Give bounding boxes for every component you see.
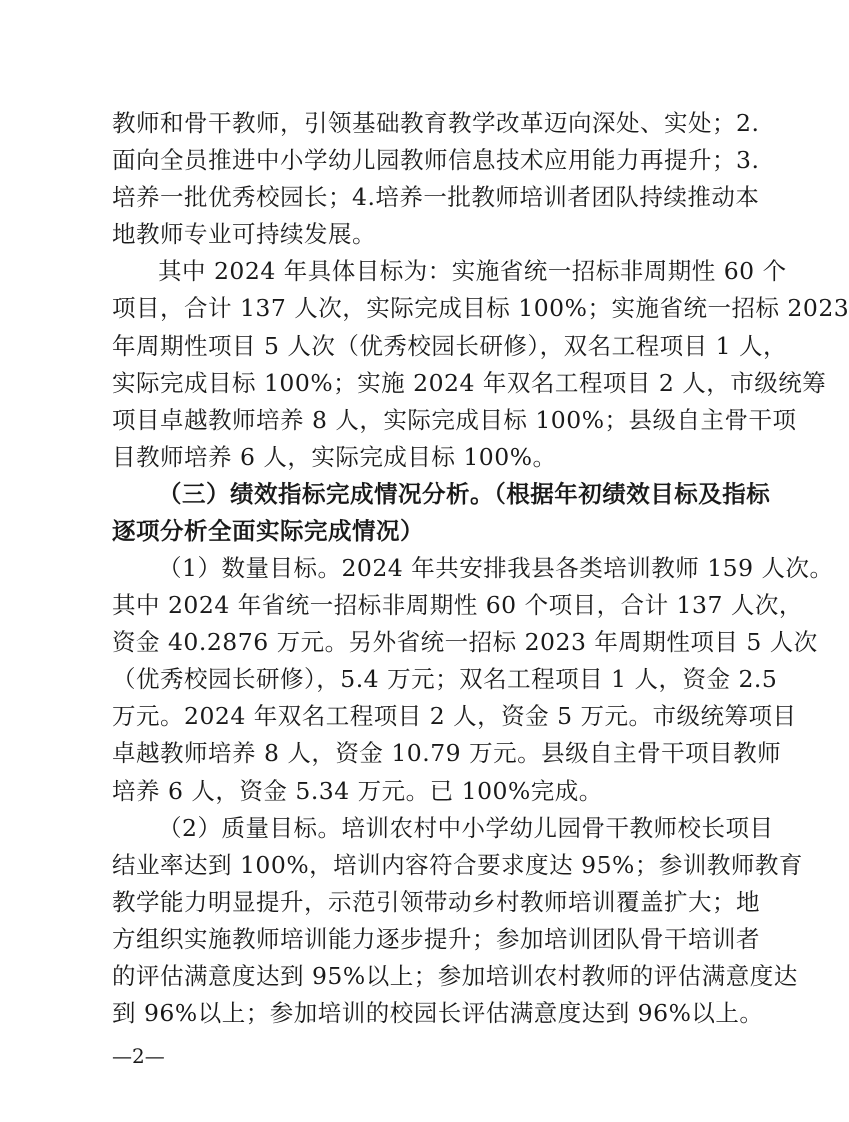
- paragraph-line: 项目卓越教师培养 8 人，实际完成目标 100%；县级自主骨干项: [112, 406, 797, 434]
- paragraph-line: 地教师专业可持续发展。: [112, 220, 376, 248]
- paragraph-line: （2）质量目标。培训农村中小学幼儿园骨干教师校长项目: [158, 814, 774, 842]
- page-number: —2—: [112, 1044, 165, 1068]
- section-heading: 逐项分析全面实际完成情况）: [112, 517, 424, 545]
- paragraph-line: （1）数量目标。2024 年共安排我县各类培训教师 159 人次。: [158, 554, 834, 582]
- paragraph-line: 教师和骨干教师，引领基础教育教学改革迈向深处、实处；2.: [112, 109, 760, 137]
- paragraph-line: 其中 2024 年省统一招标非周期性 60 个项目，合计 137 人次，: [112, 591, 803, 619]
- paragraph-line: 目教师培养 6 人，实际完成目标 100%。: [112, 443, 557, 471]
- paragraph-line: 资金 40.2876 万元。另外省统一招标 2023 年周期性项目 5 人次: [112, 628, 818, 656]
- paragraph-line: 到 96%以上；参加培训的校园长评估满意度达到 96%以上。: [112, 999, 764, 1027]
- paragraph-line: 结业率达到 100%，培训内容符合要求度达 95%；参训教师教育: [112, 851, 803, 879]
- paragraph-line: 方组织实施教师培训能力逐步提升；参加培训团队骨干培训者: [112, 925, 760, 953]
- paragraph-line: 的评估满意度达到 95%以上；参加培训农村教师的评估满意度达: [112, 962, 798, 990]
- paragraph-line: 培养 6 人，资金 5.34 万元。已 100%完成。: [112, 777, 603, 805]
- paragraph-line: 项目，合计 137 人次，实际完成目标 100%；实施省统一招标 2023: [112, 294, 849, 322]
- paragraph-line: 卓越教师培养 8 人，资金 10.79 万元。县级自主骨干项目教师: [112, 739, 782, 767]
- paragraph-line: 教学能力明显提升，示范引领带动乡村教师培训覆盖扩大；地: [112, 888, 760, 916]
- paragraph-line: 面向全员推进中小学幼儿园教师信息技术应用能力再提升；3.: [112, 146, 760, 174]
- section-heading: （三）绩效指标完成情况分析。（根据年初绩效目标及指标: [158, 480, 771, 508]
- paragraph-line: 培养一批优秀校园长；4.培养一批教师培训者团队持续推动本: [112, 183, 760, 211]
- paragraph-line: 实际完成目标 100%；实施 2024 年双名工程项目 2 人，市级统筹: [112, 369, 827, 397]
- paragraph-line: 万元。2024 年双名工程项目 2 人，资金 5 万元。市级统筹项目: [112, 702, 797, 730]
- paragraph-line: 其中 2024 年具体目标为：实施省统一招标非周期性 60 个: [158, 257, 787, 285]
- paragraph-line: 年周期性项目 5 人次（优秀校园长研修），双名工程项目 1 人，: [112, 332, 788, 360]
- paragraph-line: （优秀校园长研修），5.4 万元；双名工程项目 1 人，资金 2.5: [112, 665, 778, 693]
